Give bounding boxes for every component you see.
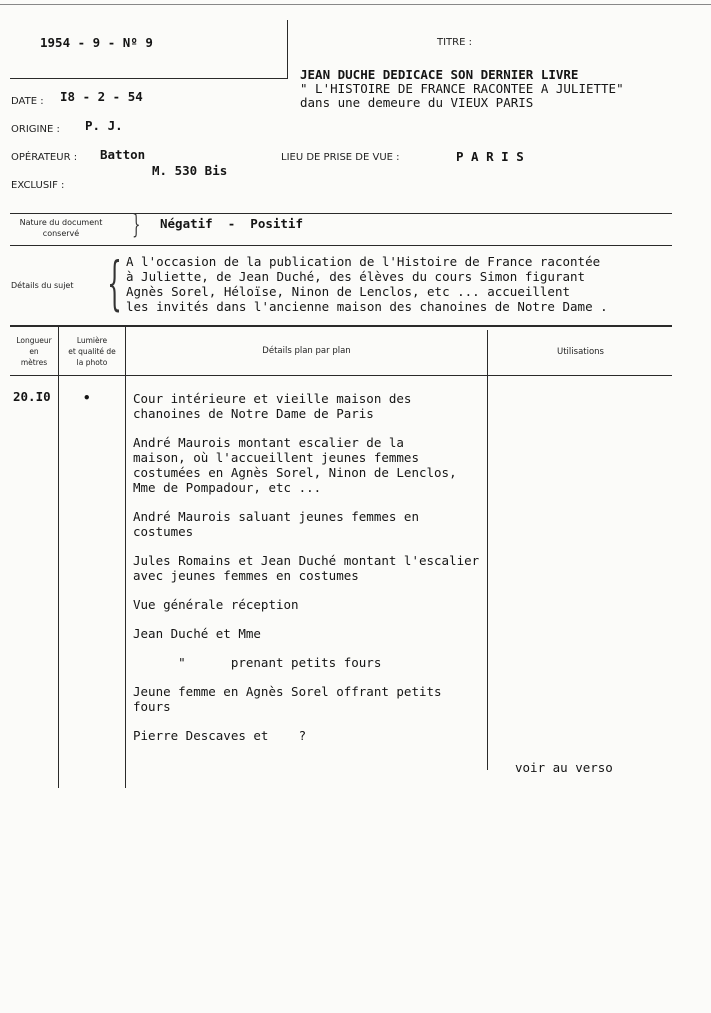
plan-line: Cour intérieure et vieille maison des bbox=[133, 391, 412, 406]
col-header-lumiere-line-1: Lumière bbox=[76, 336, 108, 345]
plan-entry bbox=[133, 597, 479, 612]
nature-label-line-2: conservé bbox=[42, 229, 80, 238]
plan-line: Mme de Pompadour, etc ... bbox=[133, 480, 322, 495]
col-header-lumiere-line-2: et qualité de bbox=[68, 347, 116, 356]
col-header-longueur-line-1: Longueur bbox=[16, 336, 52, 345]
plan-entry bbox=[133, 728, 479, 743]
details-sujet-line-1: A l'occasion de la publication de l'Histoire de France racontée bbox=[126, 254, 601, 269]
titre-label: TITRE : bbox=[437, 37, 472, 48]
header-vertical-rule bbox=[287, 20, 288, 78]
plan-line: Pierre Descaves et ? bbox=[133, 728, 307, 743]
lieu-label: LIEU DE PRISE DE VUE : bbox=[281, 152, 400, 163]
plan-line: Jules Romains et Jean Duché montant l'escalier bbox=[133, 553, 480, 568]
date-value: I8 - 2 - 54 bbox=[60, 89, 143, 104]
nature-label-line-1: Nature du document bbox=[19, 218, 103, 227]
plan-line: costumées en Agnès Sorel, Ninon de Lenclos, bbox=[133, 465, 457, 480]
nature-top-rule bbox=[10, 213, 672, 214]
plan-line: fours bbox=[133, 699, 171, 714]
origine-value: P. J. bbox=[85, 118, 123, 133]
plan-entry bbox=[133, 391, 479, 421]
exclusif-label: EXCLUSIF : bbox=[11, 180, 65, 191]
nature-value: Négatif - Positif bbox=[160, 216, 303, 231]
origine-label: ORIGINE : bbox=[11, 124, 60, 135]
plan-entry bbox=[133, 684, 479, 714]
details-sujet-brace: { bbox=[107, 249, 122, 317]
details-sujet-line-4: les invités dans l'ancienne maison des chanoines de Notre Dame . bbox=[126, 299, 608, 314]
top-edge-rule bbox=[0, 4, 711, 5]
lieu-value: P A R I S bbox=[456, 149, 524, 164]
plan-line: Jeune femme en Agnès Sorel offrant petits bbox=[133, 684, 442, 699]
plan-line: André Maurois saluant jeunes femmes en bbox=[133, 509, 419, 524]
reference-number: 1954 - 9 - Nº 9 bbox=[40, 35, 153, 50]
longueur-value: 20.I0 bbox=[13, 389, 51, 404]
plan-entry bbox=[133, 509, 479, 539]
table-top-rule bbox=[10, 325, 672, 327]
operateur-value: Batton bbox=[100, 147, 146, 162]
date-label: DATE : bbox=[11, 96, 44, 107]
details-sujet-label: Détails du sujet bbox=[11, 281, 74, 290]
header-underline bbox=[10, 78, 288, 79]
table-col-rule-2 bbox=[125, 326, 126, 788]
details-sujet-text bbox=[126, 254, 608, 314]
plans-list bbox=[133, 391, 479, 757]
plan-line: Vue générale réception bbox=[133, 597, 299, 612]
operateur-reference: M. 530 Bis bbox=[152, 163, 228, 178]
details-sujet-line-2: à Juliette, de Jean Duché, des élèves du cours Simon figurant bbox=[126, 269, 586, 284]
plan-line: chanoines de Notre Dame de Paris bbox=[133, 406, 374, 421]
details-sujet-line-3: Agnès Sorel, Héloïse, Ninon de Lenclos, etc ... accueillent bbox=[126, 284, 571, 299]
plan-line: costumes bbox=[133, 524, 194, 539]
plan-entry bbox=[133, 626, 479, 641]
title-line-1: JEAN DUCHE DEDICACE SON DERNIER LIVRE bbox=[300, 67, 579, 82]
title-line-2: " L'HISTOIRE DE FRANCE RACONTEE A JULIETTE" bbox=[300, 81, 624, 96]
col-header-longueur-line-2: en bbox=[29, 347, 39, 356]
plan-entry bbox=[133, 553, 479, 583]
lumiere-value: • bbox=[83, 390, 91, 405]
title-block bbox=[300, 68, 624, 110]
title-line-3: dans une demeure du VIEUX PARIS bbox=[300, 95, 534, 110]
col-header-utilisations: Utilisations bbox=[557, 347, 604, 357]
col-header-lumiere-line-3: la photo bbox=[76, 358, 108, 367]
col-header-longueur-line-3: mètres bbox=[20, 358, 48, 367]
table-col-rule-1 bbox=[58, 326, 59, 788]
nature-brace: } bbox=[132, 210, 141, 240]
plan-entry bbox=[133, 435, 479, 495]
col-header-lumiere bbox=[60, 335, 124, 368]
operateur-label: OPÉRATEUR : bbox=[11, 152, 78, 163]
plan-line: Jean Duché et Mme bbox=[133, 626, 261, 641]
plan-line: maison, où l'accueillent jeunes femmes bbox=[133, 450, 419, 465]
table-col-rule-3 bbox=[487, 330, 488, 770]
plan-line: André Maurois montant escalier de la bbox=[133, 435, 404, 450]
plan-line: " prenant petits fours bbox=[133, 655, 382, 670]
col-header-longueur bbox=[10, 335, 58, 368]
plan-line: avec jeunes femmes en costumes bbox=[133, 568, 359, 583]
col-header-details: Détails plan par plan bbox=[262, 346, 351, 356]
plan-entry bbox=[133, 655, 479, 670]
nature-label bbox=[8, 217, 114, 239]
verso-note: voir au verso bbox=[515, 760, 613, 775]
table-header-rule bbox=[10, 375, 672, 376]
